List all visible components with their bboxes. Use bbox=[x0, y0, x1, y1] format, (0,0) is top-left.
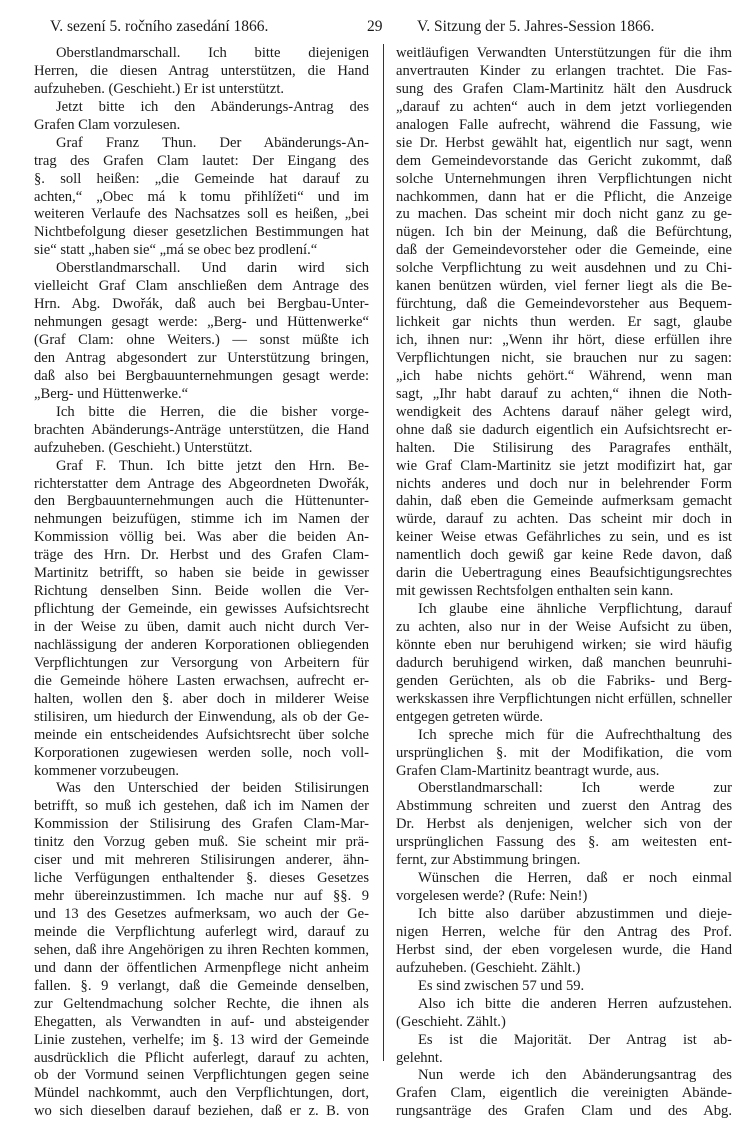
header-czech-title: V. sezení 5. ročního zasedání 1866. bbox=[50, 18, 269, 35]
text-line: sie“ statt „haben sie“ „má se obec bez prodlení.“ bbox=[34, 242, 318, 259]
text-line: zu achten, also nur in der Weise Aufsicht zu üben, bbox=[396, 619, 732, 635]
running-header bbox=[0, 18, 750, 42]
text-line: Martinitz betrifft, so haben sie beide in gewisser bbox=[34, 565, 369, 582]
text-line: sehen, daß ihre Angehörigen zu ihren Rechten kommen, bbox=[34, 941, 369, 958]
text-line: und dann der öffentlichen Armenpflege nicht anheim bbox=[34, 959, 369, 976]
text-line: darin die Uebertragung eines Beaufsichtigungsrechtes bbox=[396, 565, 732, 582]
column-divider bbox=[383, 44, 384, 1061]
text-line: und 13 des Gesetzes aufmerksam, wo auch der Ge- bbox=[34, 906, 369, 922]
text-line: gelehnt. bbox=[396, 1049, 443, 1066]
text-line: solche Verpflichtung zu weit ausdehnen und zu Chi- bbox=[396, 260, 732, 277]
text-line: achten,“ „Obec má k tomu přihlížeti“ und im bbox=[34, 188, 369, 205]
text-line: Verpflichtungen zur Versorgung von Arbeitern für bbox=[34, 654, 369, 671]
text-line: sagt, „Ihr habt darauf zu achten,“ ihnen die Noth- bbox=[396, 385, 732, 402]
right-text-column bbox=[396, 45, 732, 1121]
text-line: halten, wollen den §. aber doch in milderer Weise bbox=[34, 690, 369, 707]
text-line: trag des Grafen Clam lautet: Der Eingang des bbox=[34, 152, 369, 169]
text-line: dahin, daß eben die Gemeinde aufmerksam gemacht bbox=[396, 493, 732, 510]
text-line: nachlässigung der anderen Korporationen obliegenden bbox=[34, 636, 369, 653]
text-line: ausdrücklich die Pflicht auferlegt, darauf zu achten, bbox=[34, 1049, 369, 1066]
text-line: Abstimmung schreiten und zuerst den Antrag des bbox=[396, 798, 732, 815]
text-line: Grafen Clam vorzulesen. bbox=[34, 116, 181, 133]
text-line: daß der Gemeindevorsteher oder die Gemeinde, eine bbox=[396, 242, 732, 259]
text-line: tinitz den Vorzug geben muß. Sie scheint mir prä- bbox=[34, 834, 369, 851]
text-line: namentlich doch gewiß gar keine Rede davon, daß bbox=[396, 547, 732, 564]
text-line: nichts anderes und doch nur in belehrender Form bbox=[396, 475, 732, 492]
text-line: ohne daß sie dadurch eigentlich ein Aufsichtsrecht er- bbox=[396, 421, 732, 438]
text-line: Oberstlandmarschall. Ich bitte diejenigen bbox=[56, 45, 369, 61]
text-line: aufzuheben. (Geschieht.) Unterstützt. bbox=[34, 439, 253, 456]
text-line: zur Geltendmachung solcher Rechte, die ihnen als bbox=[34, 995, 369, 1012]
text-line: dem Gemeindevorstande das Gericht zukommt, daß bbox=[396, 152, 732, 169]
text-line: daß also bei Bergbauunternehmungen gesagt werde: bbox=[34, 367, 369, 384]
text-line: liche Verfügungen enthaltender §. dieses Gesetzes bbox=[34, 870, 369, 887]
text-line: fernt, zur Abstimmung bringen. bbox=[396, 852, 581, 869]
page-number: 29 bbox=[367, 18, 383, 35]
text-line: dadurch beruhigend wirken, daß manchen beunruhi- bbox=[396, 654, 732, 671]
text-line: die Gemeinde höhere Lasten erwachsen, aufrecht er- bbox=[34, 672, 369, 689]
text-line: aufzuheben. (Geschieht.) Er ist unterstützt. bbox=[34, 80, 285, 97]
text-line: ursprünglichen §. mit der Modifikation, die vom bbox=[396, 744, 732, 761]
text-line: nachkommen, dann hat er die Pflicht, die Anzeige bbox=[396, 188, 732, 205]
text-line: ich, ihnen nur: „Wenn ihr hört, diese erfüllen ihre bbox=[396, 332, 732, 348]
text-line: entgegen getreten würde. bbox=[396, 708, 544, 725]
text-line: fallen. §. 9 verlangt, daß die Gemeinde denselben, bbox=[34, 977, 369, 994]
text-line: wendigkeit des Achtens darauf näher gelegt wird, bbox=[396, 403, 732, 420]
text-line: Verpflichtungen nicht, sie brauchen nur zu sagen: bbox=[396, 349, 732, 366]
text-line: den Antrag abgesondert zur Unterstützung bringen, bbox=[34, 349, 369, 366]
text-line: in der Weise zu üben, damit auch nicht durch Ver- bbox=[34, 619, 369, 635]
text-line: sung des Grafen Clam-Martinitz hält den Ausdruck bbox=[396, 80, 732, 97]
text-line: weitläufigen Verwandten Unterstützungen für die ihm bbox=[396, 45, 732, 61]
text-line: nigen Herren, welche für den Antrag des Prof. bbox=[396, 923, 732, 940]
text-line: halten. Die Stilisirung des Paragrafes enthält, bbox=[396, 439, 732, 456]
text-line: sie Dr. Herbst gewählt hat, eigentlich nur sagt, wenn bbox=[396, 134, 732, 151]
text-line: Nichtbefolgung dieser gesetzlichen Bestimmungen hat bbox=[34, 224, 369, 241]
text-line: würde, darauf zu achten. Das scheint mir doch in bbox=[396, 511, 732, 528]
text-line: ob der Vormund seinen Verpflichtungen gegen seine bbox=[34, 1067, 369, 1084]
text-line: Ich glaube eine ähnliche Verpflichtung, darauf bbox=[418, 601, 732, 618]
text-line: Oberstlandmarschall. Und darin wird sich bbox=[56, 260, 369, 277]
text-line: nehmungen beizufügen, stimme ich im Namen der bbox=[34, 511, 369, 528]
text-line: stilisiren, um hiedurch der Einwendung, als ob der Ge- bbox=[34, 708, 369, 725]
text-line: könnte eben nur beruhigend wirken; sie wird häufig bbox=[396, 636, 732, 653]
text-line: Richtung denselben Sinn. Beide wollen die Ver- bbox=[34, 583, 369, 600]
text-line: vorgelesen werde? (Rufe: Nein!) bbox=[396, 888, 588, 905]
text-line: anvertrauten Kinder zu erlangen trachtet. Die Fas- bbox=[396, 62, 732, 79]
text-line: Herbst sind, der eben vorgelesen wurde, die Hand bbox=[396, 941, 732, 958]
text-line: Linie zustehen, verhelfe; im §. 13 wird der Gemeinde bbox=[34, 1031, 369, 1048]
text-line: wie Graf Clam-Martinitz sie jetzt modifizirt hat, gar bbox=[396, 457, 732, 474]
text-line: „ich habe nichts gehört.“ Während, wenn man bbox=[396, 367, 732, 384]
text-line: meinde die Verpflichtung auferlegt wird, darauf zu bbox=[34, 923, 369, 940]
text-line: pflichtung der Gemeinde, ein gewisses Aufsichtsrecht bbox=[34, 601, 369, 618]
text-line: Also ich bitte die anderen Herren aufzustehen. bbox=[418, 995, 732, 1012]
text-line: Dr. Herbst als denjenigen, welcher sich von der bbox=[396, 816, 732, 833]
text-line: träge des Hrn. Dr. Herbst und des Grafen Clam- bbox=[34, 547, 369, 564]
text-line: meinde ein entscheidendes Aufsichtsrecht über solche bbox=[34, 726, 369, 743]
text-line: „darauf zu achten“ auch in dem jetzt vorliegenden bbox=[396, 98, 732, 115]
left-text-column bbox=[34, 45, 369, 1121]
text-line: Jetzt bitte ich den Abänderungs-Antrag des bbox=[56, 98, 369, 115]
text-line: Mündel nachkommt, auch den Verpflichtungen, dort, bbox=[34, 1085, 369, 1102]
text-line: Es ist die Majorität. Der Antrag ist ab- bbox=[418, 1031, 732, 1048]
text-line: mit gewissen Rechtsfolgen enthalten sein kann. bbox=[396, 583, 674, 600]
text-line: (Graf Clam: ohne Weiters.) — sonst müßte ich bbox=[34, 332, 369, 348]
text-line: Was den Unterschied der beiden Stilisirungen bbox=[56, 780, 369, 797]
header-german-title: V. Sitzung der 5. Jahres-Session 1866. bbox=[417, 18, 655, 35]
text-line: aufzuheben. (Geschieht. Zählt.) bbox=[396, 959, 581, 976]
text-line: Grafen Clam, eigentlich die vereinigten Abände- bbox=[396, 1085, 732, 1102]
text-line: „Berg- und Hüttenwerke.“ bbox=[34, 385, 189, 402]
text-line: zu machen. Das scheint mir doch nicht ganz zu ge- bbox=[396, 206, 732, 223]
text-line: kanen benützen würden, viel ferner liegt als die Be- bbox=[396, 278, 732, 295]
text-line: Kommission völlig bei. Was aber die beiden An- bbox=[34, 529, 369, 546]
text-line: kommener vorzubeugen. bbox=[34, 762, 180, 779]
text-line: lichkeit gar nichts thun werden. Er sagt, glaube bbox=[396, 314, 732, 331]
text-line: rungsanträge des Grafen Clam und des Abg. bbox=[396, 1103, 732, 1120]
text-line: Graf F. Thun. Ich bitte jetzt den Hrn. Be- bbox=[56, 457, 369, 474]
text-line: werkskassen ihre Verpflichtungen nicht erfüllen, schneller bbox=[396, 690, 732, 707]
text-line: genden Gerüchten, als ob die Fabriks- und Berg- bbox=[396, 672, 732, 689]
text-line: Nun werde ich den Abänderungsantrag des bbox=[418, 1067, 732, 1084]
text-line: wo sich dieselben darauf beziehen, daß er z. B. von bbox=[34, 1103, 369, 1120]
text-line: richterstatter dem Antrage des Abgeordneten Dwořák, bbox=[34, 475, 369, 492]
text-line: Es sind zwischen 57 und 59. bbox=[418, 977, 585, 994]
text-line: solche Unternehmungen ihren Verpflichtungen nicht bbox=[396, 170, 732, 187]
text-line: Oberstlandmarschall: Ich werde zur bbox=[418, 780, 732, 797]
text-line: Herren, die diesen Antrag unterstützen, die Hand bbox=[34, 62, 369, 79]
text-line: mehr übereinzustimmen. Ich mache nur auf §§. 9 bbox=[34, 888, 369, 905]
text-line: Grafen Clam-Martinitz beantragt wurde, aus. bbox=[396, 762, 660, 779]
text-line: Hrn. Abg. Dwořák, daß auch bei Bergbau-Unter- bbox=[34, 296, 369, 313]
text-line: ursprünglichen Fassung des §. am weitesten ent- bbox=[396, 834, 732, 851]
text-line: (Geschieht. Zählt.) bbox=[396, 1013, 506, 1030]
text-line: ciser und mit mehreren Stilisirungen anderer, ähn- bbox=[34, 852, 369, 869]
text-line: vielleicht Graf Clam anschließen dem Antrage des bbox=[34, 278, 369, 295]
text-line: weiteren Verlaufe des Nachsatzes soll es heißen, „bei bbox=[34, 206, 369, 223]
text-line: fürchtung, daß die Gemeindevorsteher aus Bequem- bbox=[396, 296, 732, 313]
text-line: nügen. Ich bin der Meinung, daß die Befürchtung, bbox=[396, 224, 732, 241]
text-line: keiner Weise etwas Gefährliches zu sein, und es ist bbox=[396, 529, 732, 546]
text-line: Graf Franz Thun. Der Abänderungs-An- bbox=[56, 134, 369, 151]
text-line: Ich bitte also darüber abzustimmen und dieje- bbox=[418, 906, 732, 922]
text-line: analogen Falle aufrecht, während die Fassung, wie bbox=[396, 116, 732, 133]
text-line: Kommission der Stilisirung des Grafen Clam-Mar- bbox=[34, 816, 369, 833]
text-line: betrifft, so muß ich gestehen, daß ich im Namen der bbox=[34, 798, 369, 815]
text-line: Wünschen die Herren, daß er noch einmal bbox=[418, 870, 732, 887]
text-line: Ich spreche mich für die Aufrechthaltung des bbox=[418, 726, 732, 743]
text-line: brachten Abänderungs-Anträge unterstützen, die Hand bbox=[34, 421, 369, 438]
text-line: Korporationen zugewiesen werden solle, noch voll- bbox=[34, 744, 369, 761]
text-line: Ehegatten, als Verwandten in auf- und absteigender bbox=[34, 1013, 369, 1030]
text-line: nehmungen gesagt werde: „Berg- und Hüttenwerke“ bbox=[34, 314, 369, 331]
text-line: den Bergbauunternehmungen auch die Hüttenunter- bbox=[34, 493, 369, 510]
text-line: Ich bitte die Herren, die die bisher vorge- bbox=[56, 403, 369, 420]
text-line: §. soll heißen: „die Gemeinde hat darauf zu bbox=[34, 170, 369, 187]
